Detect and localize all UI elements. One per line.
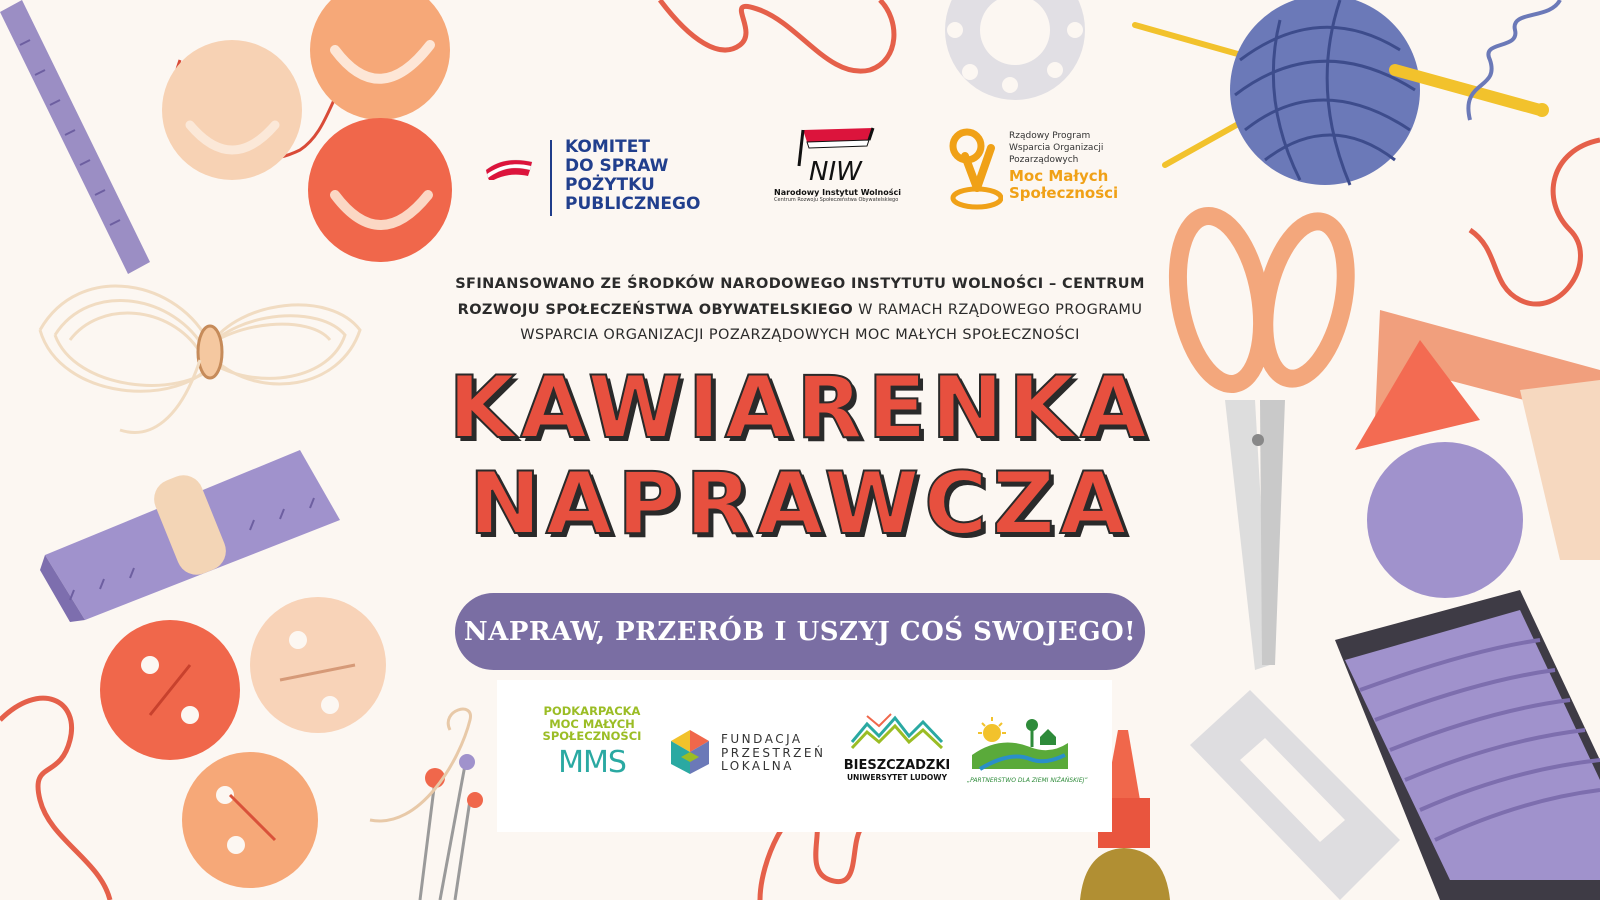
event-title bbox=[360, 360, 1240, 552]
button-icon bbox=[0, 597, 386, 900]
tape-measure-icon bbox=[40, 450, 340, 622]
fpl-text bbox=[721, 733, 825, 774]
kpp-line-4: PUBLICZNEGO bbox=[565, 194, 701, 214]
pmms-mark: MMS bbox=[558, 744, 626, 780]
niw-mark-text: NIW bbox=[809, 157, 862, 186]
thread-icon bbox=[660, 0, 894, 71]
mountains-icon bbox=[847, 712, 947, 752]
niw-name: Narodowy Instytut Wolności bbox=[774, 188, 901, 197]
pzn-logo bbox=[967, 715, 1088, 795]
funding-notice bbox=[440, 272, 1160, 349]
rpw-big-2: Społeczności bbox=[1009, 184, 1119, 202]
tagline-text: NAPRAW, PRZERÓB I USZYJ COŚ SWOJEGO! bbox=[463, 616, 1137, 647]
bul-logo bbox=[842, 712, 952, 802]
fpl-line-2: PRZESTRZEŃ bbox=[721, 745, 826, 760]
rpw-logo bbox=[947, 128, 1127, 218]
rpw-small-text bbox=[1009, 130, 1103, 166]
funding-regular: W RAMACH RZĄDOWEGO PROGRAMU WSPARCIA ORGANIZACJI POZARZĄDOWYCH MOC MAŁYCH SPOŁECZNOŚCI bbox=[520, 301, 1143, 343]
pmms-line-1: PODKARPACKA bbox=[543, 704, 641, 718]
rpw-small-2: Wsparcia Organizacji bbox=[1009, 143, 1104, 153]
pmms-line-3: SPOŁECZNOŚCI bbox=[542, 729, 642, 743]
tagline-banner bbox=[455, 593, 1145, 670]
funding-bold: SFINANSOWANO ZE ŚRODKÓW NARODOWEGO INSTYTUTU WOLNOŚCI – CENTRUM ROZWOJU SPOŁECZEŃSTWA OBYWATELSKIEGO bbox=[455, 276, 1145, 318]
pin-icon bbox=[370, 709, 483, 900]
landscape-icon bbox=[970, 715, 1070, 771]
title-line-1: KAWIARENKA bbox=[448, 358, 1152, 458]
kpp-text bbox=[565, 138, 700, 214]
kpp-logo bbox=[484, 128, 734, 214]
fpl-line-3: LOKALNA bbox=[721, 759, 794, 773]
pzn-caption: „PARTNERSTWO DLA ZIEMI NIŻAŃSKIEJ” bbox=[967, 777, 1088, 784]
fpl-logo bbox=[669, 730, 826, 790]
rpw-big-1: Moc Małych bbox=[1009, 167, 1109, 185]
kpp-line-1: KOMITET bbox=[565, 137, 650, 157]
fpl-icon bbox=[669, 730, 711, 776]
bul-line-1: BIESZCZADZKI bbox=[843, 758, 951, 773]
niw-logo bbox=[774, 126, 901, 221]
kpp-line-3: POŻYTKU bbox=[565, 175, 655, 195]
rpw-small-1: Rządowy Program bbox=[1009, 131, 1091, 141]
niw-mark-icon bbox=[789, 126, 879, 186]
pmms-line-2: MOC MAŁYCH bbox=[549, 716, 635, 731]
bul-line-2: UNIWERSYTET LUDOWY bbox=[846, 773, 948, 782]
polish-flag-icon bbox=[484, 158, 534, 180]
pmms-logo bbox=[537, 705, 647, 805]
rpw-big-text bbox=[1009, 168, 1118, 202]
pmms-text bbox=[537, 705, 647, 743]
button-icon bbox=[945, 0, 1085, 100]
partner-logos bbox=[497, 680, 1112, 832]
rpw-small-3: Pozarządowych bbox=[1009, 155, 1079, 165]
kpp-line-2: DO SPRAW bbox=[565, 156, 669, 176]
header-logos bbox=[0, 118, 1600, 218]
fpl-line-1: FUNDACJA bbox=[721, 732, 803, 746]
rpw-icon bbox=[947, 128, 1003, 212]
kpp-divider bbox=[550, 140, 552, 216]
string-bundle-icon bbox=[40, 286, 360, 432]
niw-subtitle: Centrum Rozwoju Społeczeństwa Obywatelskiego bbox=[774, 197, 899, 203]
title-line-2: NAPRAWCZA bbox=[468, 454, 1132, 554]
